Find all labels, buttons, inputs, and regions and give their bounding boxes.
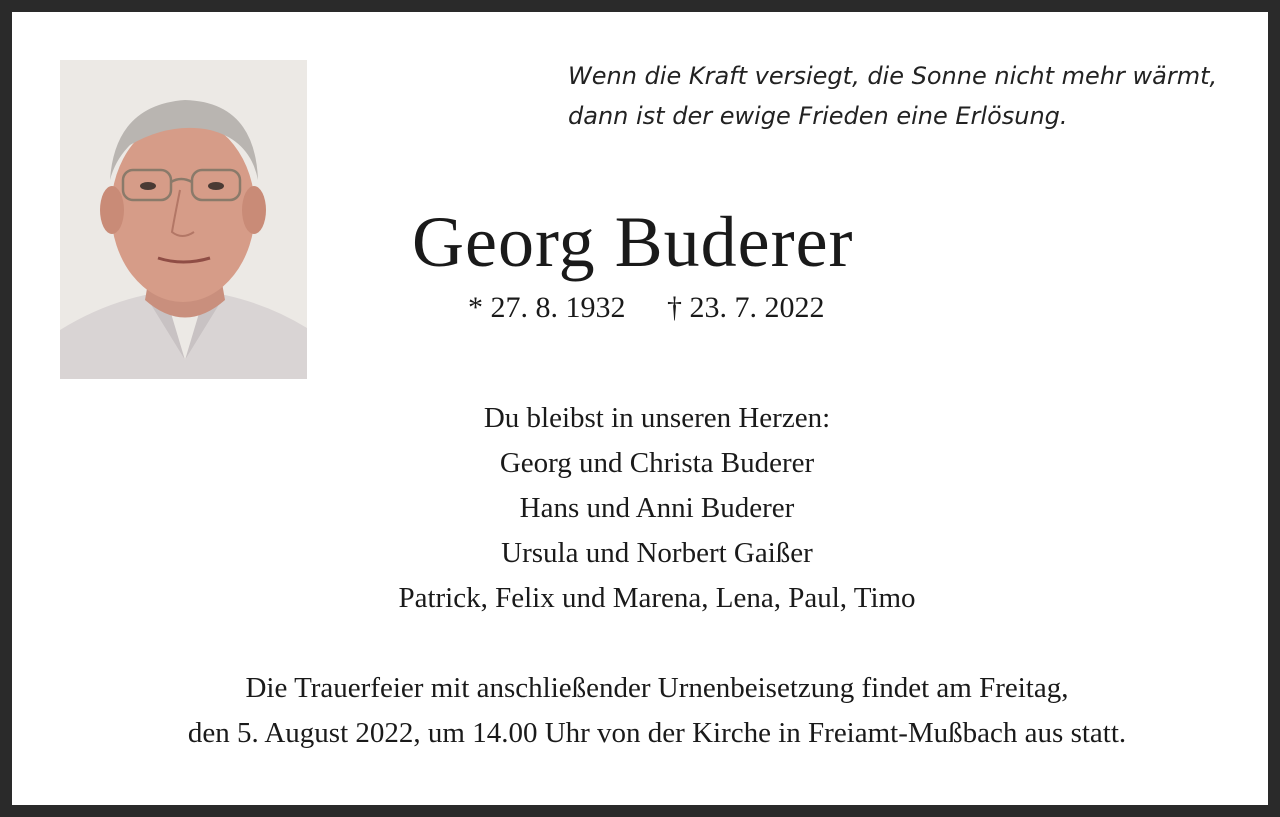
birth-date: * 27. 8. 1932 xyxy=(468,291,626,324)
mourner-line: Georg und Christa Buderer xyxy=(499,447,815,479)
mourner-line: Patrick, Felix und Marena, Lena, Paul, Timo xyxy=(398,582,916,614)
ceremony-announcement xyxy=(12,666,1280,756)
ceremony-line-2: den 5. August 2022, um 14.00 Uhr von der Kirche in Freiamt-Mußbach aus statt. xyxy=(187,717,1127,749)
memorial-quote xyxy=(568,56,1248,136)
mourner-line: Hans und Anni Buderer xyxy=(519,492,795,524)
deceased-name: Georg Buderer xyxy=(412,202,854,282)
ceremony-line-1: Die Trauerfeier mit anschließender Urnenbeisetzung findet am Freitag, xyxy=(245,672,1069,704)
portrait-photo xyxy=(60,60,307,379)
portrait-image xyxy=(60,60,307,379)
death-date: † 23. 7. 2022 xyxy=(667,291,825,324)
quote-line-2: dann ist der ewige Frieden eine Erlösung. xyxy=(568,102,1068,130)
quote-line-1: Wenn die Kraft versiegt, die Sonne nicht mehr wärmt, xyxy=(568,62,1218,90)
life-dates xyxy=(468,290,825,326)
mourners-list xyxy=(12,396,1280,621)
mourner-line: Ursula und Norbert Gaißer xyxy=(501,537,813,569)
mourners-intro: Du bleibst in unseren Herzen: xyxy=(483,402,831,434)
obituary-notice xyxy=(12,12,1268,805)
